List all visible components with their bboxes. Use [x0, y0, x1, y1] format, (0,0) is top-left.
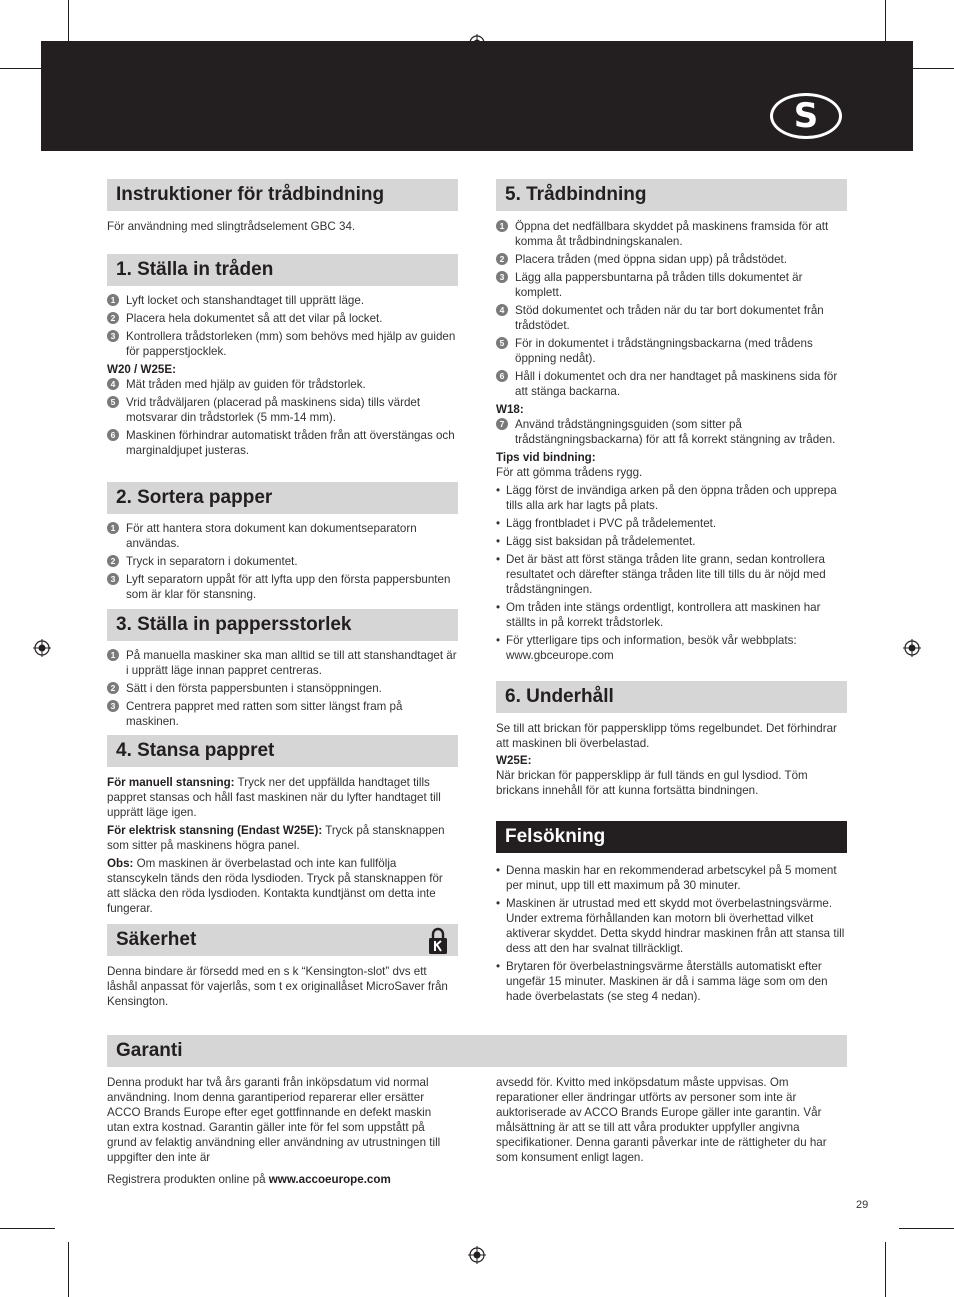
- tip-item: • Det är bäst att först stänga tråden lite grann, sedan kontrollera resultatet och därefter stänga tråden lite till tills du är nöjd med trådstängningen.: [496, 552, 847, 597]
- section-title-5: 5. Trådbindning: [496, 179, 847, 211]
- tip-item: • Lägg först de invändiga arken på den öppna tråden och upprepa tills alla ark har lagts på plats.: [496, 483, 847, 513]
- section-title-6: 6. Underhåll: [496, 681, 847, 713]
- paragraph: Obs: Om maskinen är överbelastad och inte kan fullfölja stanscykeln tänds den röda lysdioden. Tryck på stansknappen för att släcka den röda lysdioden. Kontakta kundtjänst om detta inte fungerar.: [107, 857, 443, 915]
- list-item: 4 Stöd dokumentet och tråden när du tar bort dokumentet från trådstödet.: [496, 303, 847, 333]
- warranty-col-2: avsedd för. Kvitto med inköpsdatum måste uppvisas. Om reparationer eller ändringar utförts av personer som inte är auktoriserade av ACCO Brands Europe gäller inte garantin. Vår målsättning är att se till att våra produkter uppfyller angivna specifikationer. Denna garanti påverkar inte de rättigheter du har som konsument enligt lagen.: [496, 1076, 827, 1164]
- section-title-safety: Säkerhet: [107, 924, 458, 956]
- section-title-warranty: Garanti: [107, 1035, 847, 1067]
- section-title-instructions: Instruktioner för trådbindning: [107, 179, 458, 211]
- section-title-1: 1. Ställa in tråden: [107, 254, 458, 286]
- list-item: 1 På manuella maskiner ska man alltid se till att stanshandtaget är i upprätt läge innan pappret centreras.: [107, 648, 458, 678]
- section-title-4: 4. Stansa pappret: [107, 735, 458, 767]
- section-2-body: [107, 521, 458, 605]
- troubleshooting-body: [496, 863, 847, 1007]
- list-item: 2 Placera tråden (med öppna sidan upp) på trådstödet.: [496, 252, 847, 267]
- section-3-body: [107, 648, 458, 732]
- safety-text: Denna bindare är försedd med en s k “Kensington-slot” dvs ett låshål anpassat för vajerlås, som t ex originallåset MicroSaver från Kensington.: [107, 965, 448, 1008]
- registration-mark-icon: [33, 639, 51, 657]
- section-title-3: 3. Ställa in pappersstorlek: [107, 609, 458, 641]
- list-item: 2 Sätt i den första pappersbunten i stansöppningen.: [107, 681, 458, 696]
- warranty-col-1: [107, 1075, 450, 1187]
- model-label: W25E:: [496, 754, 532, 767]
- crop-mark: [885, 1242, 886, 1297]
- list-item: 2 Tryck in separatorn i dokumentet.: [107, 554, 458, 569]
- list-item: 6 Håll i dokumentet och dra ner handtaget på maskinens sida för att stänga backarna.: [496, 369, 847, 399]
- language-badge: S: [770, 93, 842, 139]
- intro-text: För användning med slingtrådselement GBC 34.: [107, 220, 356, 233]
- trouble-item: • Brytaren för överbelastningsvärme återställs automatiskt efter ungefär 15 minuter. Maskinen är då i samma läge som om den hade överbelastats (se steg 4 nedan).: [496, 959, 847, 1004]
- list-item: 1 Lyft locket och stanshandtaget till upprätt läge.: [107, 293, 458, 308]
- paragraph: För elektrisk stansning (Endast W25E): Tryck på stansknappen som sitter på maskinens högra panel.: [107, 824, 445, 852]
- crop-mark: [899, 1228, 954, 1229]
- registration-mark-icon: [468, 1246, 486, 1264]
- page-number: 29: [856, 1199, 869, 1211]
- model-label: W18:: [496, 403, 524, 416]
- list-item: 5 Vrid trådväljaren (placerad på maskinens sida) tills värdet motsvarar din trådstorlek (5 mm-14 mm).: [107, 395, 458, 425]
- register-line: Registrera produkten online på www.accoeurope.com: [107, 1173, 391, 1186]
- trouble-item: • Denna maskin har en rekommenderad arbetscykel på 5 moment per minut, upp till ett maximum på 30 minuter.: [496, 863, 847, 893]
- list-item: 3 Centrera pappret med ratten som sitter längst fram på maskinen.: [107, 699, 458, 729]
- tip-item: • För ytterligare tips och information, besök vår webbplats: www.gbceurope.com: [496, 633, 847, 663]
- tip-item: • Lägg sist baksidan på trådelementet.: [496, 534, 847, 549]
- list-item: 1 Öppna det nedfällbara skyddet på maskinens framsida för att komma åt trådbindningskanalen.: [496, 219, 847, 249]
- section-5-body: [496, 219, 847, 666]
- tip-item: • Om tråden inte stängs ordentligt, kontrollera att maskinen har ställts in på korrekt trådstorlek.: [496, 600, 847, 630]
- section-title-troubleshooting: Felsökning: [496, 821, 847, 853]
- tips-title: Tips vid bindning:: [496, 451, 596, 464]
- trouble-item: • Maskinen är utrustad med ett skydd mot överbelastningsvärme. Under extrema förhållanden kan motorn bli överhettad vilket aktiverar skyddet. Detta skydd hindrar maskinen från att stansa till dess att den har svalnat tillräckligt.: [496, 896, 847, 956]
- section-1-body: [107, 293, 458, 461]
- list-item: 2 Placera hela dokumentet så att det vilar på locket.: [107, 311, 458, 326]
- list-item: 1 För att hantera stora dokument kan dokumentseparatorn användas.: [107, 521, 458, 551]
- paragraph: Se till att brickan för pappersklipp töms regelbundet. Det förhindrar att maskinen bli överbelastad.: [496, 722, 837, 750]
- registration-mark-icon: [903, 639, 921, 657]
- tip-item: • Lägg frontbladet i PVC på trådelementet.: [496, 516, 847, 531]
- header-banner: [41, 41, 913, 151]
- model-label: W20 / W25E:: [107, 363, 176, 376]
- list-item: 6 Maskinen förhindrar automatiskt tråden från att överstängas och marginaldjupet justeras.: [107, 428, 458, 458]
- crop-mark: [0, 1228, 55, 1229]
- kensington-lock-icon: [428, 927, 448, 955]
- list-item: 3 Lägg alla pappersbuntarna på tråden tills dokumentet är komplett.: [496, 270, 847, 300]
- section-6-body: [496, 721, 847, 798]
- list-item: 3 Kontrollera trådstorleken (mm) som behövs med hjälp av guiden för papperstjocklek.: [107, 329, 458, 359]
- paragraph: När brickan för pappersklipp är full tänds en gul lysdiod. Töm brickans innehåll för att kunna fortsätta bindningen.: [496, 769, 808, 797]
- section-4-body: [107, 775, 458, 916]
- section-title-2: 2. Sortera papper: [107, 482, 458, 514]
- list-item: 5 För in dokumentet i trådstängningsbackarna (med trådens öppning nedåt).: [496, 336, 847, 366]
- list-item: 7 Använd trådstängningsguiden (som sitter på trådstängningsbackarna) för att få korrekt stängning av tråden.: [496, 417, 847, 447]
- tips-intro: För att gömma trådens rygg.: [496, 466, 643, 479]
- register-link[interactable]: www.accoeurope.com: [268, 1173, 391, 1186]
- paragraph: Denna produkt har två års garanti från inköpsdatum vid normal användning. Inom denna garantiperiod reparerar eller ersätter ACCO Brands Europe efter eget gottfinnande en defekt maskin utan extra kostnad. Garantin gäller inte för fel som uppstått på grund av felaktig användning eller användning av utrustningen till uppgifter den inte är: [107, 1076, 441, 1164]
- list-item: 3 Lyft separatorn uppåt för att lyfta upp den första pappersbunten som är klar för stansning.: [107, 572, 458, 602]
- crop-mark: [68, 1242, 69, 1297]
- list-item: 4 Mät tråden med hjälp av guiden för trådstorlek.: [107, 377, 458, 392]
- paragraph: För manuell stansning: Tryck ner det uppfällda handtaget tills pappret stansas och håll fast maskinen när du lyfter handtaget till upprätt läge igen.: [107, 776, 441, 819]
